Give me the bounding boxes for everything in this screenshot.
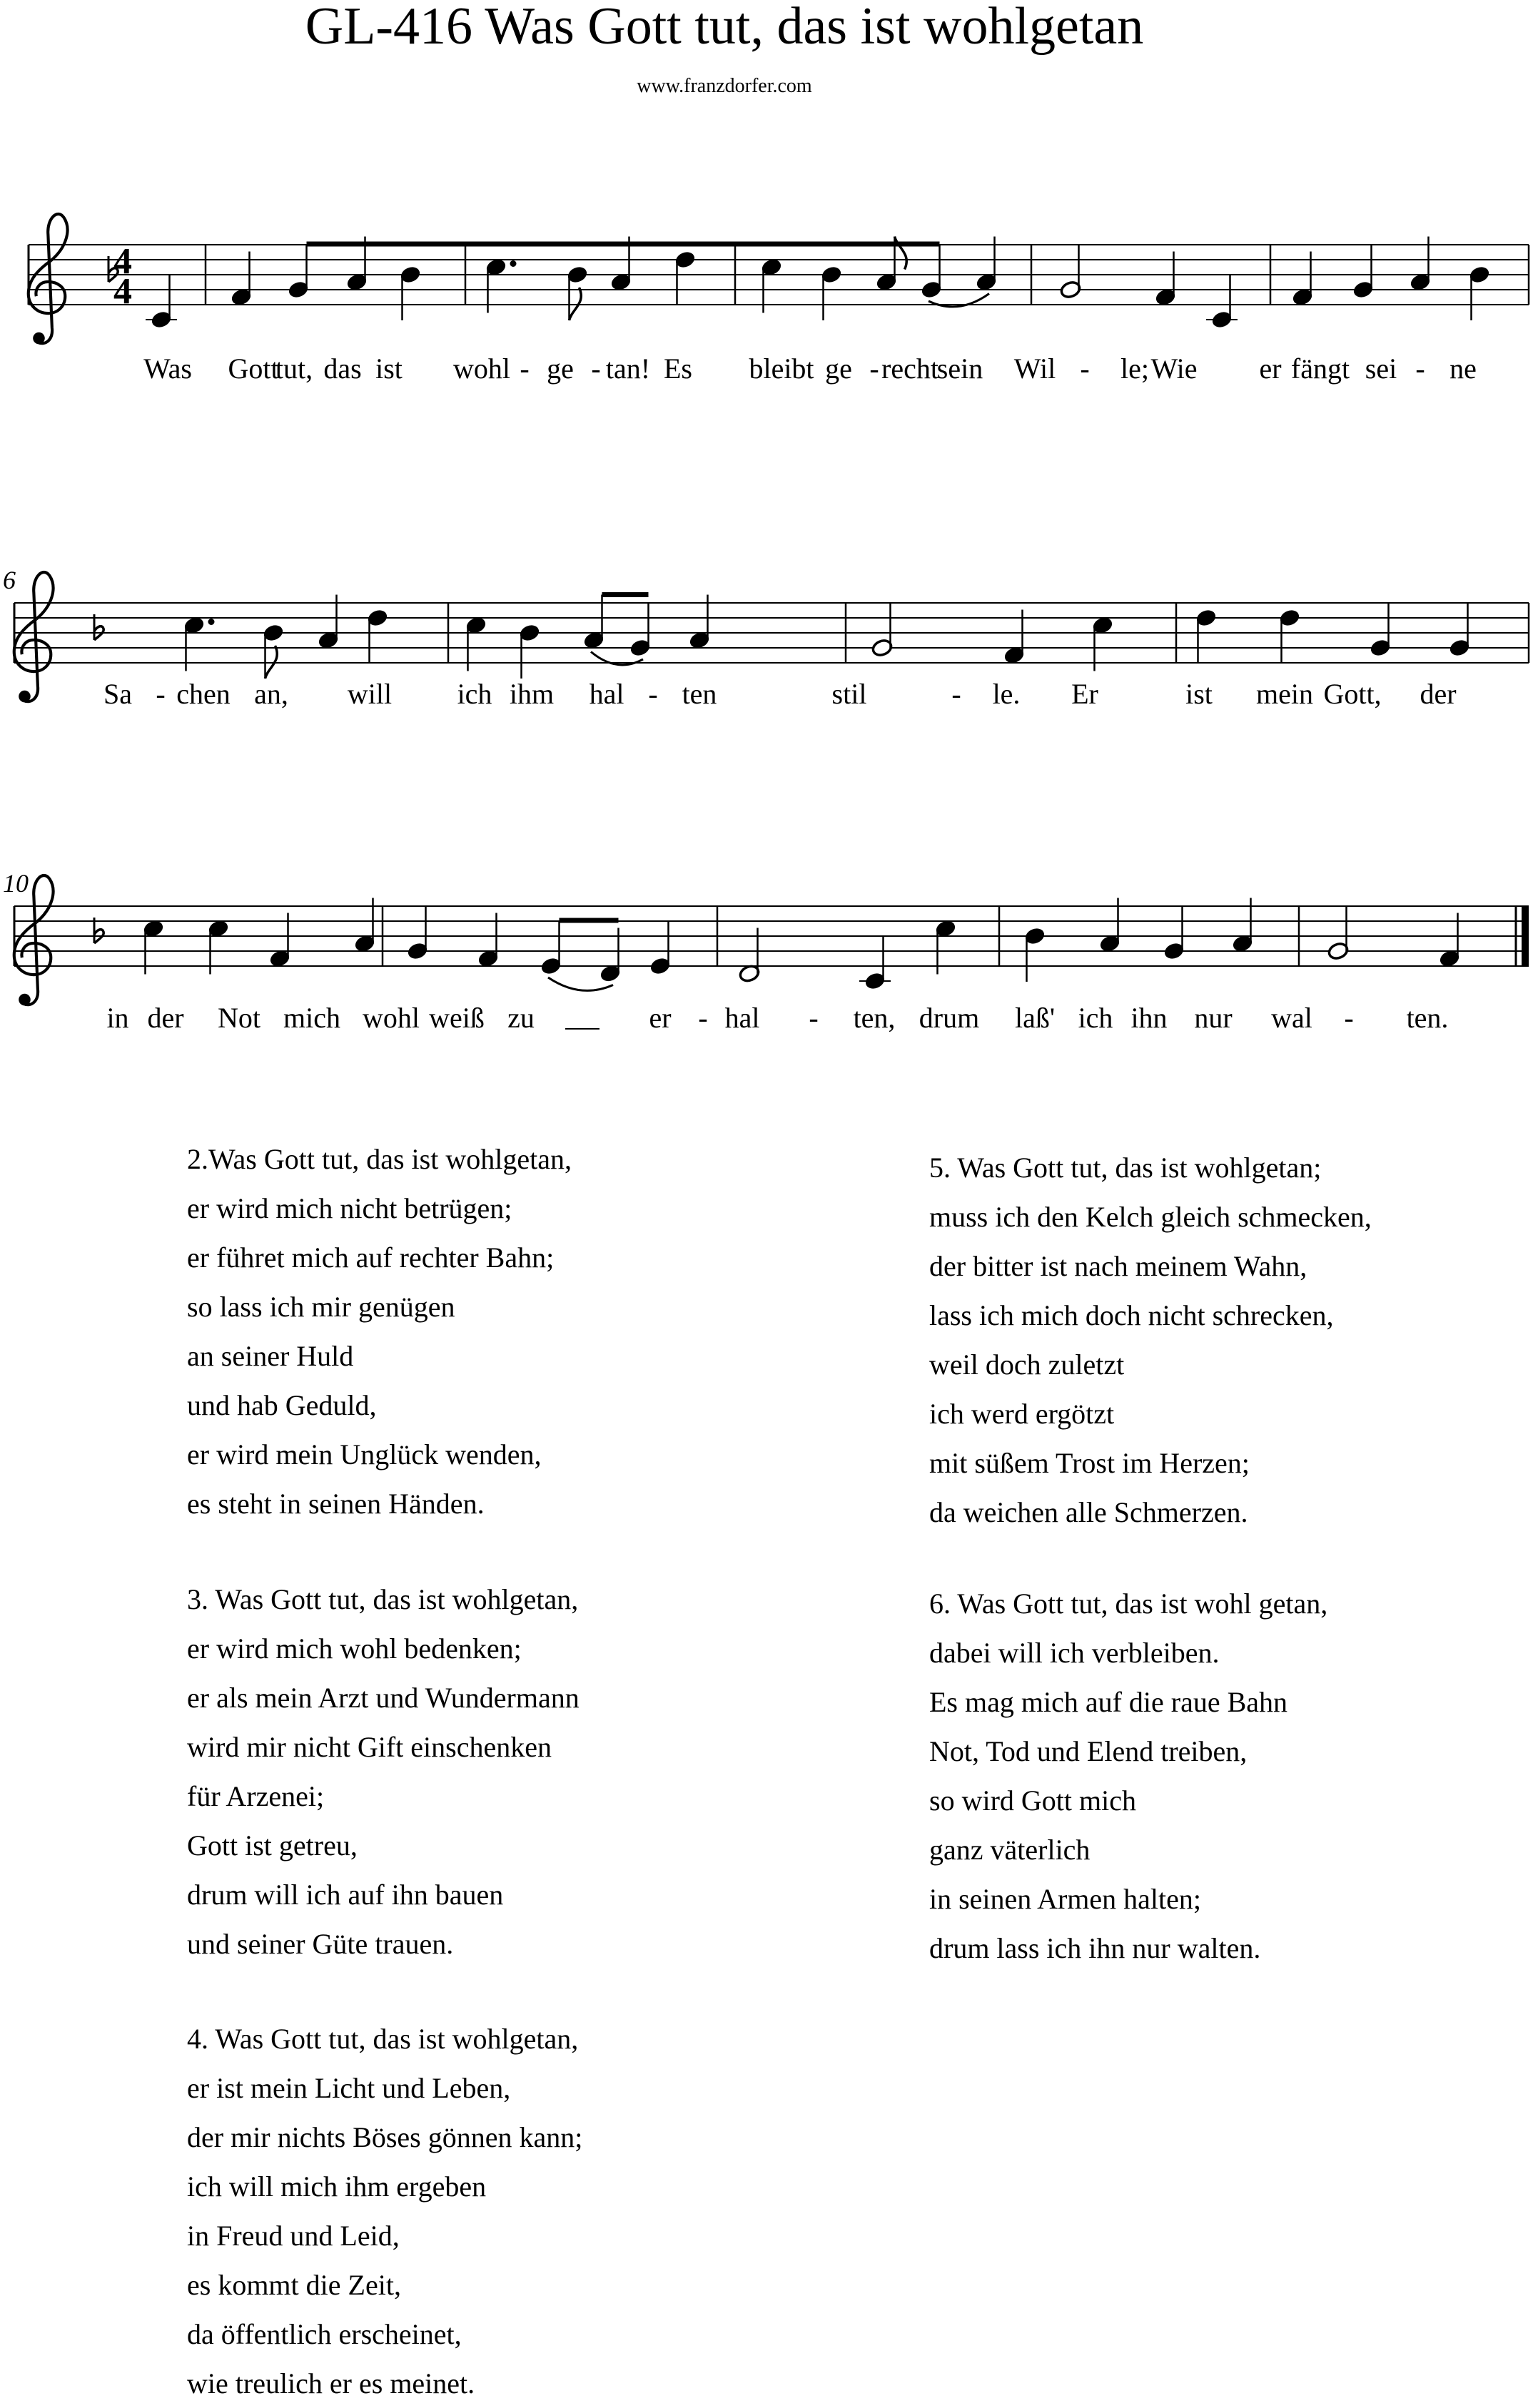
treble-clef-icon xyxy=(14,572,54,702)
lyric-syllable: stil xyxy=(831,678,867,710)
lyric-syllable: ich xyxy=(1078,1002,1113,1034)
lyric-syllable: - xyxy=(951,678,961,710)
lyric-syllable: chen xyxy=(176,678,231,710)
lyric-syllable: wohl xyxy=(453,352,510,385)
lyric-syllable: in xyxy=(106,1002,129,1034)
lyric-syllable: ge xyxy=(825,352,852,385)
lyric-syllable: Was xyxy=(143,352,192,385)
lyric-syllable: der xyxy=(147,1002,184,1034)
verse-line: drum lass ich ihn nur walten. xyxy=(929,1932,1261,1964)
lyric-syllable: will xyxy=(347,678,393,710)
lyric-syllable: ist xyxy=(375,352,403,385)
lyric-syllable: hal xyxy=(589,678,624,710)
lyric-syllable: wohl xyxy=(363,1002,420,1034)
lyric-syllable: ich xyxy=(457,678,492,710)
verse-line: in seinen Armen halten; xyxy=(929,1883,1202,1915)
verse-line: 2.Was Gott tut, das ist wohlgetan, xyxy=(187,1143,572,1175)
verse-line: wie treulich er es meinet. xyxy=(187,2367,475,2399)
verse-line: da weichen alle Schmerzen. xyxy=(929,1496,1248,1528)
lyric-syllable: ist xyxy=(1185,678,1213,710)
verse-line: er als mein Arzt und Wundermann xyxy=(187,1682,580,1714)
verse-line: Es mag mich auf die raue Bahn xyxy=(929,1686,1288,1718)
verse-line: so wird Gott mich xyxy=(929,1784,1136,1817)
verse-3 xyxy=(187,1575,580,1968)
lyric-syllable: tut, xyxy=(275,352,313,385)
measure-number: 10 xyxy=(3,869,29,898)
verse-line: Not, Tod und Elend treiben, xyxy=(929,1735,1248,1767)
verse-line: mit süßem Trost im Herzen; xyxy=(929,1447,1250,1479)
verse-line: an seiner Huld xyxy=(187,1340,354,1372)
lyric-syllable: weiß xyxy=(429,1002,485,1034)
verse-line: ich werd ergötzt xyxy=(929,1398,1115,1430)
lyric-syllable: zu xyxy=(507,1002,535,1034)
measure-number: 6 xyxy=(3,566,16,594)
verse-line: weil doch zuletzt xyxy=(929,1348,1125,1381)
verse-line: ich will mich ihm ergeben xyxy=(187,2170,487,2203)
verse-line: wird mir nicht Gift einschenken xyxy=(187,1731,552,1763)
staff-system xyxy=(3,869,1529,1034)
lyric-syllable: recht xyxy=(881,352,938,385)
lyric-syllable: Wie xyxy=(1150,352,1198,385)
lyric-syllable: le; xyxy=(1120,352,1149,385)
verse-line: der bitter ist nach meinem Wahn, xyxy=(929,1250,1307,1282)
dot xyxy=(510,260,517,267)
note-flag xyxy=(895,237,907,270)
verse-line: und hab Geduld, xyxy=(187,1389,377,1421)
time-signature-top: 4 xyxy=(113,241,132,282)
lyric-syllable: er xyxy=(649,1002,672,1034)
lyric-syllable: sei xyxy=(1365,352,1397,385)
staff-system xyxy=(29,214,1529,385)
lyric-syllable: mein xyxy=(1256,678,1313,710)
staff-system xyxy=(3,566,1529,710)
lyric-syllable: ne xyxy=(1449,352,1477,385)
verse-line: er führet mich auf rechter Bahn; xyxy=(187,1241,555,1274)
dot xyxy=(208,619,215,625)
verse-4 xyxy=(187,2014,582,2408)
verse-line: so lass ich mir genügen xyxy=(187,1291,455,1323)
lyric-syllable: er xyxy=(1259,352,1282,385)
lyric-syllable: ten. xyxy=(1406,1002,1449,1034)
lyric-syllable: ge xyxy=(547,352,574,385)
lyric-syllable: - xyxy=(648,678,658,710)
verse-line: er wird mich nicht betrügen; xyxy=(187,1192,512,1224)
treble-clef-icon xyxy=(29,214,68,344)
lyric-syllable: - xyxy=(591,352,601,385)
lyric-syllable: an, xyxy=(254,678,288,710)
lyric-syllable: bleibt xyxy=(749,352,814,385)
song-title: GL-416 Was Gott tut, das ist wohlgetan xyxy=(305,0,1144,56)
verse-line: dabei will ich verbleiben. xyxy=(929,1637,1220,1669)
lyric-syllable: ten, xyxy=(853,1002,896,1034)
lyric-syllable: ihn xyxy=(1130,1002,1168,1034)
lyric-syllable: das xyxy=(323,352,362,385)
lyric-syllable: ihm xyxy=(509,678,555,710)
lyric-syllable: - xyxy=(809,1002,819,1034)
verse-line: lass ich mich doch nicht schrecken, xyxy=(929,1299,1334,1331)
verse-line: 6. Was Gott tut, das ist wohl getan, xyxy=(929,1587,1328,1620)
lyric-syllable: Es xyxy=(664,352,692,385)
lyric-syllable: tan! xyxy=(605,352,651,385)
lyric-syllable: Er xyxy=(1071,678,1098,710)
sheet-music xyxy=(0,0,1533,1063)
verse-line: es kommt die Zeit, xyxy=(187,2269,401,2301)
time-signature-bottom: 4 xyxy=(113,271,132,312)
final-barline xyxy=(1522,906,1529,966)
lyric-syllable: mich xyxy=(283,1002,340,1034)
lyric-syllable: wal xyxy=(1271,1002,1312,1034)
verse-line: 5. Was Gott tut, das ist wohlgetan; xyxy=(929,1152,1322,1184)
lyric-syllable: laß' xyxy=(1014,1002,1056,1034)
lyric-syllable: - xyxy=(1415,352,1425,385)
lyric-syllable: Gott xyxy=(228,352,279,385)
lyric-syllable: Sa xyxy=(103,678,132,710)
lyric-syllable: sein xyxy=(936,352,983,385)
lyric-syllable: Gott, xyxy=(1323,678,1382,710)
lyric-syllable: nur xyxy=(1194,1002,1233,1034)
verse-6 xyxy=(929,1579,1327,1973)
verse-line: er ist mein Licht und Leben, xyxy=(187,2072,511,2104)
verse-line: er wird mein Unglück wenden, xyxy=(187,1438,542,1470)
lyric-syllable: Wil xyxy=(1013,352,1056,385)
verse-line: in Freud und Leid, xyxy=(187,2220,400,2252)
lyric-syllable: der xyxy=(1420,678,1457,710)
lyric-syllable: fängt xyxy=(1290,352,1350,385)
verse-line: da öffentlich erscheinet, xyxy=(187,2318,462,2350)
verse-line: für Arzenei; xyxy=(187,1780,325,1812)
verse-2 xyxy=(187,1134,572,1528)
lyric-syllable: le. xyxy=(992,678,1021,710)
verse-line: der mir nichts Böses gönnen kann; xyxy=(187,2121,583,2153)
lyric-syllable: - xyxy=(698,1002,708,1034)
verse-line: Gott ist getreu, xyxy=(187,1829,358,1861)
website-link[interactable]: www.franzdorfer.com xyxy=(637,75,812,97)
lyric-syllable: - xyxy=(1080,352,1090,385)
lyric-syllable: - xyxy=(1344,1002,1354,1034)
lyric-syllable: - xyxy=(520,352,530,385)
lyric-syllable: - xyxy=(156,678,166,710)
verse-line: und seiner Güte trauen. xyxy=(187,1928,454,1960)
verse-line: er wird mich wohl bedenken; xyxy=(187,1632,522,1665)
lyric-syllable: Not xyxy=(218,1002,260,1034)
lyric-syllable: - xyxy=(869,352,879,385)
verse-5 xyxy=(929,1143,1372,1537)
lyric-syllable: ten xyxy=(682,678,717,710)
verse-line: es steht in seinen Händen. xyxy=(187,1488,485,1520)
lyric-syllable: hal xyxy=(724,1002,760,1034)
verse-line: ganz väterlich xyxy=(929,1834,1091,1866)
verse-line: drum will ich auf ihn bauen xyxy=(187,1879,504,1911)
verse-line: 4. Was Gott tut, das ist wohlgetan, xyxy=(187,2023,579,2055)
verse-line: 3. Was Gott tut, das ist wohlgetan, xyxy=(187,1583,579,1615)
lyric-syllable: drum xyxy=(919,1002,980,1034)
verse-line: muss ich den Kelch gleich schmecken, xyxy=(929,1201,1372,1233)
